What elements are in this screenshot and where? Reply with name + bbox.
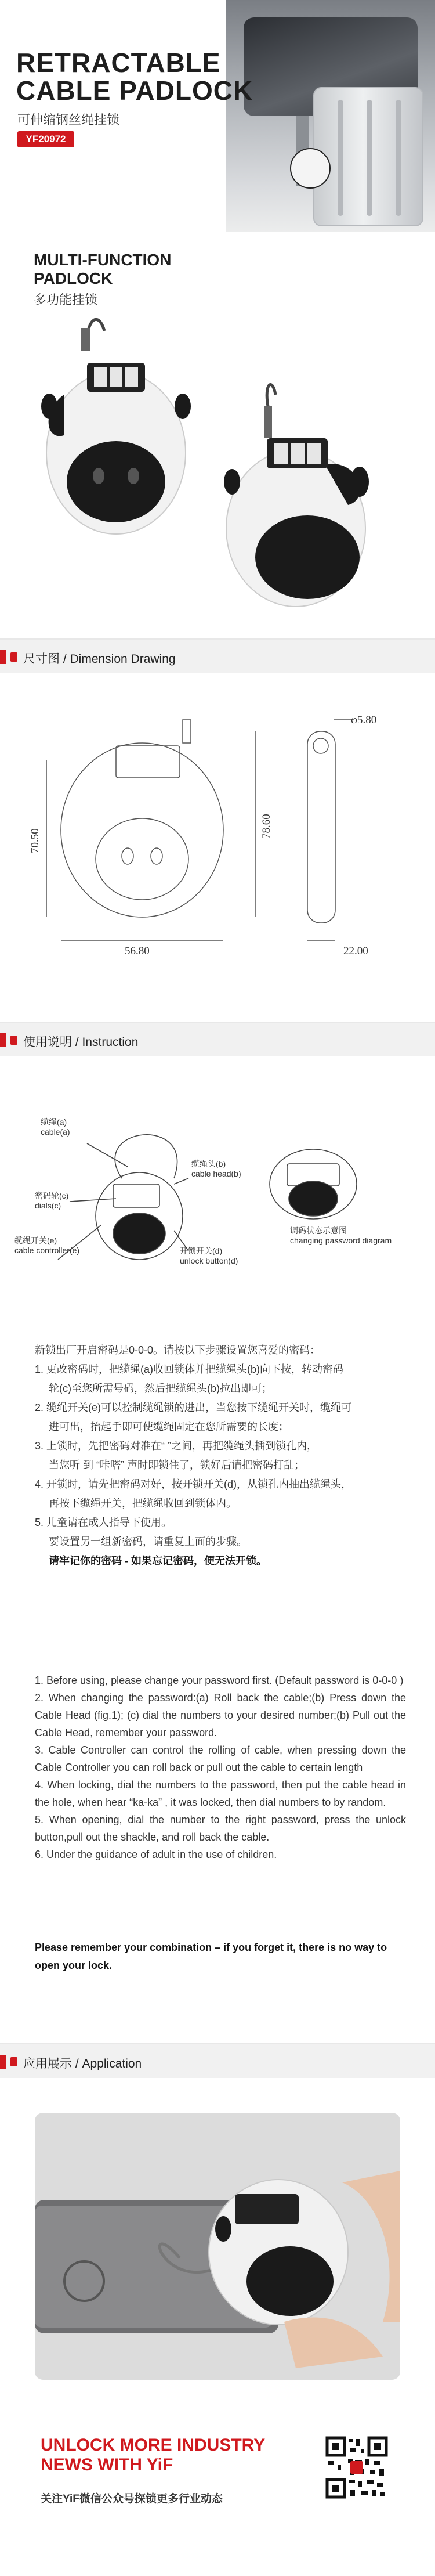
cable-stem <box>264 406 272 438</box>
section-label: 尺寸图 / Dimension Drawing <box>23 652 176 666</box>
instruction-diagram <box>0 1091 435 1323</box>
en-step5: 5. When opening, dial the number to the right password, press the unlock button,pull out the shackle, and roll back the cable. <box>35 1814 406 1843</box>
section-label: 应用展示 / Application <box>23 2057 142 2070</box>
zh-step5: 5. 儿童请在成人指导下使用。 <box>35 1517 172 1528</box>
dial-window <box>235 2194 299 2224</box>
shackle-side <box>313 738 328 753</box>
hero-subtitle: 可伸缩钢丝绳挂锁 <box>17 113 120 127</box>
cow-muzzle <box>246 2246 334 2316</box>
suitcase-rib <box>338 100 343 216</box>
suitcase-rib <box>396 100 401 216</box>
label-unlock <box>180 1246 238 1265</box>
product-photos <box>0 308 435 633</box>
footer-title-line1: UNLOCK MORE INDUSTRY <box>41 2436 266 2455</box>
en-warning: Please remember your combination – if you forget it, there is no way to open your lock. <box>35 1942 387 1971</box>
label-cable-head-en: cable head(b) <box>191 1169 241 1178</box>
label-change-diagram <box>290 1226 392 1245</box>
footer-title-line2: NEWS WITH YiF <box>41 2455 173 2474</box>
dim-height-left: 70.50 <box>29 828 41 853</box>
label-change-zh: 调码状态示意图 <box>290 1226 347 1235</box>
en-step3: 3. Cable Controller can control the rolling of cable, when pressing down the Cable Controller you can roll back or pull out the cable to certain length <box>35 1744 406 1773</box>
label-dials <box>35 1191 71 1210</box>
multifunction-title-line1: MULTI-FUNCTION <box>34 251 172 269</box>
label-controller-zh: 缆绳开关(e) <box>14 1236 57 1245</box>
section-banner-instruction <box>0 1022 435 1056</box>
en-step1: 1. Before using, please change your password first. (Default password is 0-0-0 ) <box>35 1675 404 1686</box>
label-cable-head <box>191 1159 241 1178</box>
hero-title-line2: CABLE PADLOCK <box>16 75 253 106</box>
en-step2: 2. When changing the password:(a) Roll back the cable;(b) Press down the Cable Head (fig.1); (c) dial the numbers to your desired number;(b) Pull out the Cable Head, remember your password. <box>35 1692 406 1738</box>
leader-cable-head <box>174 1178 188 1184</box>
en-instructions <box>35 1672 406 1863</box>
hero-lock <box>290 148 331 189</box>
zh-step2-line2: 进可出，抬起手即可使缆绳固定在您所需要的长度； <box>49 1421 289 1433</box>
lock-angled-photo <box>224 385 369 607</box>
banner-accent-bar <box>0 650 6 664</box>
en-step4: 4. When locking, dial the numbers to the password, then put the cable head in the hole, when hear “ka-ka” , it was locked, then dial numbers to by random. <box>35 1779 406 1808</box>
dimension-drawing <box>0 685 435 975</box>
dial <box>94 367 107 387</box>
cow-ear <box>224 469 240 495</box>
zh-warning: 请牢记你的密码 - 如果忘记密码，便无法开锁。 <box>49 1555 267 1567</box>
section-banner-dimension <box>0 638 435 673</box>
multifunction-title-line2: PADLOCK <box>34 269 113 287</box>
dim-width-front: 56.80 <box>125 945 150 957</box>
zh-instructions <box>35 1341 406 1571</box>
label-unlock-en: unlock button(d) <box>180 1256 238 1265</box>
cable-diagram <box>115 1135 177 1178</box>
hero-title <box>16 49 253 104</box>
dim-height-right: 78.60 <box>260 814 273 839</box>
zh-step4-line1: 4. 开锁时，请先把密码对好，按开锁开关(d)，从锁孔内抽出缆绳头， <box>35 1478 352 1490</box>
label-cable-head-zh: 缆绳头(b) <box>191 1159 226 1168</box>
muzzle-diagram <box>113 1213 165 1254</box>
footer-title <box>41 2436 265 2475</box>
zh-step2-line1: 2. 缆绳开关(e)可以控制缆绳锁的进出，当您按下缆绳开关时，缆绳可 <box>35 1402 352 1413</box>
change-muzzle <box>289 1181 338 1216</box>
zh-step3 <box>35 1437 406 1475</box>
label-change-en: changing password diagram <box>290 1236 392 1245</box>
dim-width-side: 22.00 <box>343 945 368 957</box>
muzzle-outline-front <box>96 818 188 900</box>
zh-step1-line2: 轮(c)至您所需号码，然后把缆绳头(b)拉出即可； <box>49 1383 272 1394</box>
shackle-front <box>183 720 191 743</box>
banner-marker-icon <box>10 1036 17 1045</box>
label-cable-zh: 缆绳(a) <box>41 1117 67 1127</box>
hero-title-line1: RETRACTABLE <box>16 48 221 78</box>
zh-step4-line2: 再按下缆绳开关，把缆绳收回到锁体内。 <box>49 1498 237 1509</box>
model-badge: YF20972 <box>17 131 74 147</box>
cable-stem <box>81 328 90 351</box>
cable-head <box>267 385 276 406</box>
footer-subtitle: 关注YiF微信公众号探锁更多行业动态 <box>41 2493 223 2505</box>
label-controller-en: cable controller(e) <box>14 1246 80 1255</box>
hero-section <box>0 0 435 232</box>
section-banner-application <box>0 2043 435 2078</box>
multifunction-subtitle: 多功能挂锁 <box>34 293 98 307</box>
label-unlock-zh: 开锁开关(d) <box>180 1246 223 1255</box>
zh-repeat: 要设置另一组新密码，请重复上面的步骤。 <box>49 1536 247 1547</box>
body-outline-side <box>307 731 335 923</box>
leader-dials <box>70 1199 116 1202</box>
body-outline-front <box>61 743 223 917</box>
hero-photo <box>226 0 435 232</box>
cow-ear <box>41 394 57 419</box>
dials-diagram <box>113 1184 160 1207</box>
zh-step3-line2: 当您听 到 “咔嗒” 声时即锁住了，锁好后请把密码打乱； <box>49 1459 304 1471</box>
suitcase <box>313 87 423 226</box>
zh-step2 <box>35 1398 406 1437</box>
banner-marker-icon <box>10 652 17 662</box>
cow-muzzle <box>255 515 360 599</box>
dim-shackle-dia: φ5.80 <box>351 714 377 726</box>
suitcase-rib <box>367 100 372 216</box>
dial-window-front <box>116 746 180 778</box>
cow-ear <box>215 2216 231 2242</box>
nostril-outline <box>122 848 133 864</box>
dial <box>125 367 138 387</box>
banner-accent-bar <box>0 1033 6 1047</box>
zh-step1 <box>35 1360 406 1398</box>
zh-intro: 新锁出厂开启密码是0-0-0。请按以下步骤设置您喜爱的密码： <box>35 1344 321 1356</box>
cow-muzzle <box>67 441 165 522</box>
cow-ear <box>175 394 191 419</box>
label-dials-en: dials(c) <box>35 1201 61 1210</box>
application-photo <box>35 2113 400 2380</box>
zh-step3-line1: 3. 上锁时，先把密码对准在“ ”之间，再把缆绳头插到锁孔内， <box>35 1440 317 1452</box>
en-step6: 6. Under the guidance of adult in the use of children. <box>35 1849 277 1860</box>
lock-front-photo <box>41 319 191 534</box>
dial <box>307 443 321 464</box>
section-label: 使用说明 / Instruction <box>23 1036 139 1049</box>
dial <box>291 443 304 464</box>
banner-marker-icon <box>10 2057 17 2066</box>
leader-cable <box>87 1143 128 1167</box>
nostril <box>93 468 104 484</box>
label-dials-zh: 密码轮(c) <box>35 1191 69 1200</box>
zh-step1-line1: 1. 更改密码时，把缆绳(a)收回锁体并把缆绳头(b)向下按，转动密码 <box>35 1363 344 1375</box>
banner-accent-bar <box>0 2055 6 2069</box>
label-cable-en: cable(a) <box>41 1127 70 1137</box>
dial <box>274 443 288 464</box>
nostril-outline <box>151 848 162 864</box>
nostril <box>128 468 139 484</box>
dial <box>110 367 122 387</box>
label-controller <box>14 1236 79 1255</box>
zh-step4 <box>35 1475 406 1513</box>
qr-code-icon <box>325 2436 389 2499</box>
multifunction-title <box>34 251 171 288</box>
label-cable <box>41 1117 70 1137</box>
